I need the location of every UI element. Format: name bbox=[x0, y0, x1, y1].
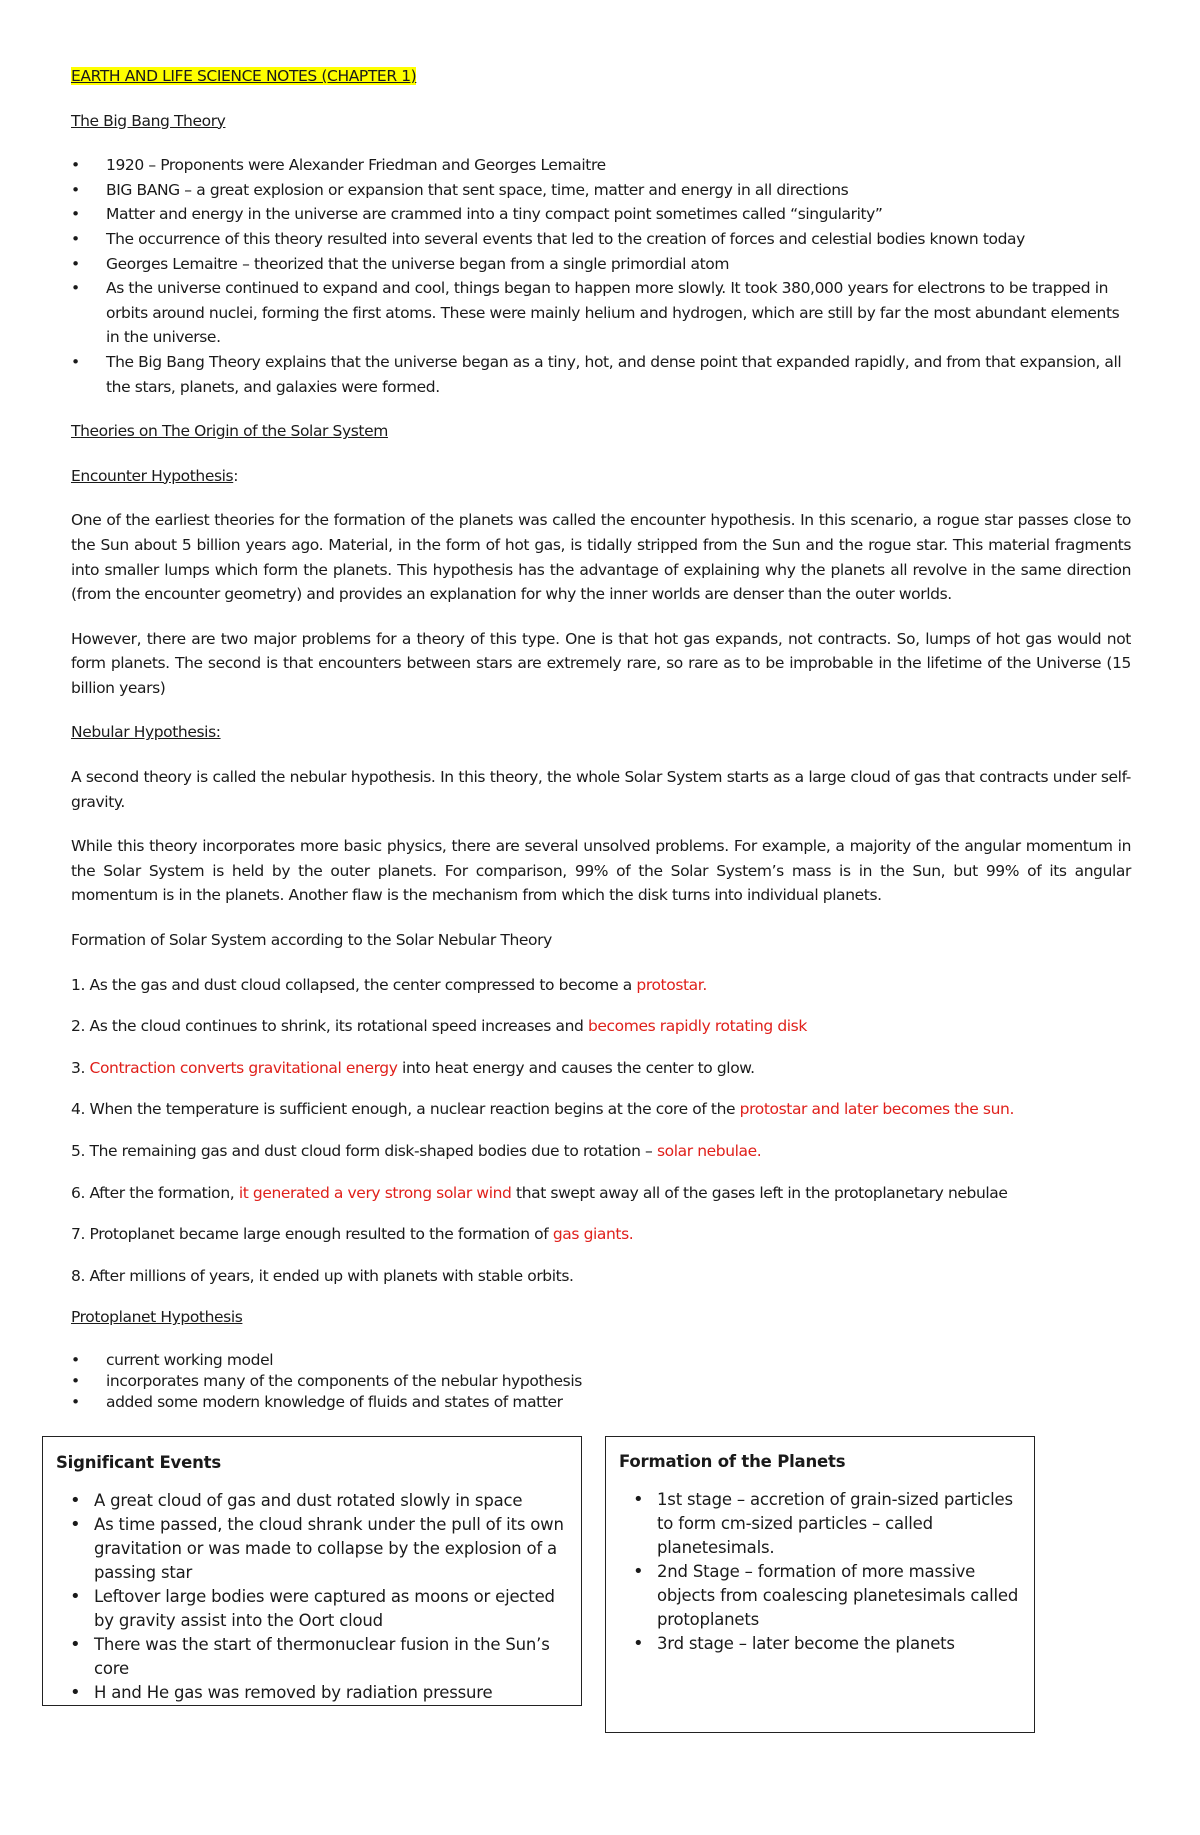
list-item: • 3rd stage – later become the planets bbox=[619, 1632, 1020, 1656]
formation-step: 1. As the gas and dust cloud collapsed, the center compressed to become a protostar. bbox=[71, 975, 707, 994]
list-item: • Matter and energy in the universe are crammed into a tiny compact point sometimes called “singularity” bbox=[71, 202, 1131, 227]
protoplanet-list bbox=[71, 1350, 1131, 1413]
list-item: • 2nd Stage – formation of more massive objects from coalescing planetesimals called protoplanets bbox=[619, 1560, 1020, 1632]
list-item: • The Big Bang Theory explains that the universe began as a tiny, hot, and dense point that expanded rapidly, and from that expansion, all the stars, planets, and galaxies were formed. bbox=[71, 350, 1131, 399]
list-item: • current working model bbox=[71, 1350, 1131, 1371]
list-item: • 1920 – Proponents were Alexander Friedman and Georges Lemaitre bbox=[71, 153, 1131, 178]
list-item: • The occurrence of this theory resulted into several events that led to the creation of forces and celestial bodies known today bbox=[71, 227, 1131, 252]
formation-intro: Formation of Solar System according to the Solar Nebular Theory bbox=[71, 931, 552, 950]
formation-step: 3. Contraction converts gravitational energy into heat energy and causes the center to glow. bbox=[71, 1058, 755, 1077]
list-item: • A great cloud of gas and dust rotated slowly in space bbox=[56, 1489, 567, 1513]
big-bang-heading: The Big Bang Theory bbox=[71, 111, 226, 130]
nebular-paragraph-1: A second theory is called the nebular hypothesis. In this theory, the whole Solar System starts as a large cloud of gas that contracts under self-gravity. bbox=[71, 768, 1131, 811]
list-item: • added some modern knowledge of fluids and states of matter bbox=[71, 1392, 1131, 1413]
encounter-paragraph-2: However, there are two major problems for a theory of this type. One is that hot gas expands, not contracts. So, lumps of hot gas would not form planets. The second is that encounters between stars are extremely rare, so rare as to be improbable in the lifetime of the Universe (15 billion years) bbox=[71, 629, 1131, 697]
list-item: • As the universe continued to expand and cool, things began to happen more slowly. It took 380,000 years for electrons to be trapped in orbits around nuclei, forming the first atoms. These were mainly helium and hydrogen, which are still by far the most abundant elements in the universe. bbox=[71, 276, 1131, 350]
nebular-heading: Nebular Hypothesis: bbox=[71, 723, 221, 742]
significant-events-box bbox=[42, 1436, 582, 1706]
formation-planets-list bbox=[619, 1488, 1020, 1656]
formation-planets-title: Formation of the Planets bbox=[619, 1452, 846, 1471]
notes-body bbox=[71, 64, 1131, 1413]
big-bang-list bbox=[71, 153, 1131, 399]
formation-step: 4. When the temperature is sufficient enough, a nuclear reaction begins at the core of the protostar and later becomes the sun. bbox=[71, 1100, 1014, 1119]
significant-events-title: Significant Events bbox=[56, 1453, 221, 1472]
list-item: • As time passed, the cloud shrank under the pull of its own gravitation or was made to collapse by the explosion of a passing star bbox=[56, 1513, 567, 1585]
nebular-paragraph-2: While this theory incorporates more basic physics, there are several unsolved problems. For example, a majority of the angular momentum in the Solar System is held by the outer planets. For comparison, 99% of the Solar System’s mass is in the Sun, but 99% of its angular momentum is in the planets. Another flaw is the mechanism from which the disk turns into individual planets. bbox=[71, 837, 1131, 905]
encounter-paragraph-1: One of the earliest theories for the formation of the planets was called the encounter hypothesis. In this scenario, a rogue star passes close to the Sun about 5 billion years ago. Material, in the form of hot gas, is tidally stripped from the Sun and the rogue star. This material fragments into smaller lumps which form the planets. This hypothesis has the advantage of explaining why the planets all revolve in the same direction (from the encounter geometry) and provides an explanation for why the inner worlds are denser than the outer worlds. bbox=[71, 511, 1131, 604]
list-item: • H and He gas was removed by radiation pressure bbox=[56, 1681, 567, 1705]
formation-step: 5. The remaining gas and dust cloud form disk-shaped bodies due to rotation – solar nebulae. bbox=[71, 1142, 762, 1160]
document-title: EARTH AND LIFE SCIENCE NOTES (CHAPTER 1) bbox=[71, 67, 417, 85]
list-item: • There was the start of thermonuclear fusion in the Sun’s core bbox=[56, 1633, 567, 1681]
protoplanet-heading: Protoplanet Hypothesis bbox=[71, 1308, 243, 1327]
formation-step: 7. Protoplanet became large enough resulted to the formation of gas giants. bbox=[71, 1225, 634, 1244]
list-item: • Leftover large bodies were captured as moons or ejected by gravity assist into the Oort cloud bbox=[56, 1585, 567, 1633]
list-item: • incorporates many of the components of the nebular hypothesis bbox=[71, 1371, 1131, 1392]
formation-step: 2. As the cloud continues to shrink, its rotational speed increases and becomes rapidly rotating disk bbox=[71, 1017, 807, 1036]
list-item: • 1st stage – accretion of grain-sized particles to form cm-sized particles – called planetesimals. bbox=[619, 1488, 1020, 1560]
list-item: • Georges Lemaitre – theorized that the universe began from a single primordial atom bbox=[71, 252, 1131, 277]
encounter-heading: Encounter Hypothesis: bbox=[71, 466, 239, 485]
formation-step: 6. After the formation, it generated a very strong solar wind that swept away all of the gases left in the protoplanetary nebulae bbox=[71, 1183, 1008, 1202]
significant-events-list bbox=[56, 1489, 567, 1705]
origin-heading: Theories on The Origin of the Solar System bbox=[71, 422, 388, 441]
formation-step: 8. After millions of years, it ended up with planets with stable orbits. bbox=[71, 1266, 574, 1285]
formation-planets-box bbox=[605, 1436, 1035, 1733]
list-item: • BIG BANG – a great explosion or expansion that sent space, time, matter and energy in all directions bbox=[71, 178, 1131, 203]
